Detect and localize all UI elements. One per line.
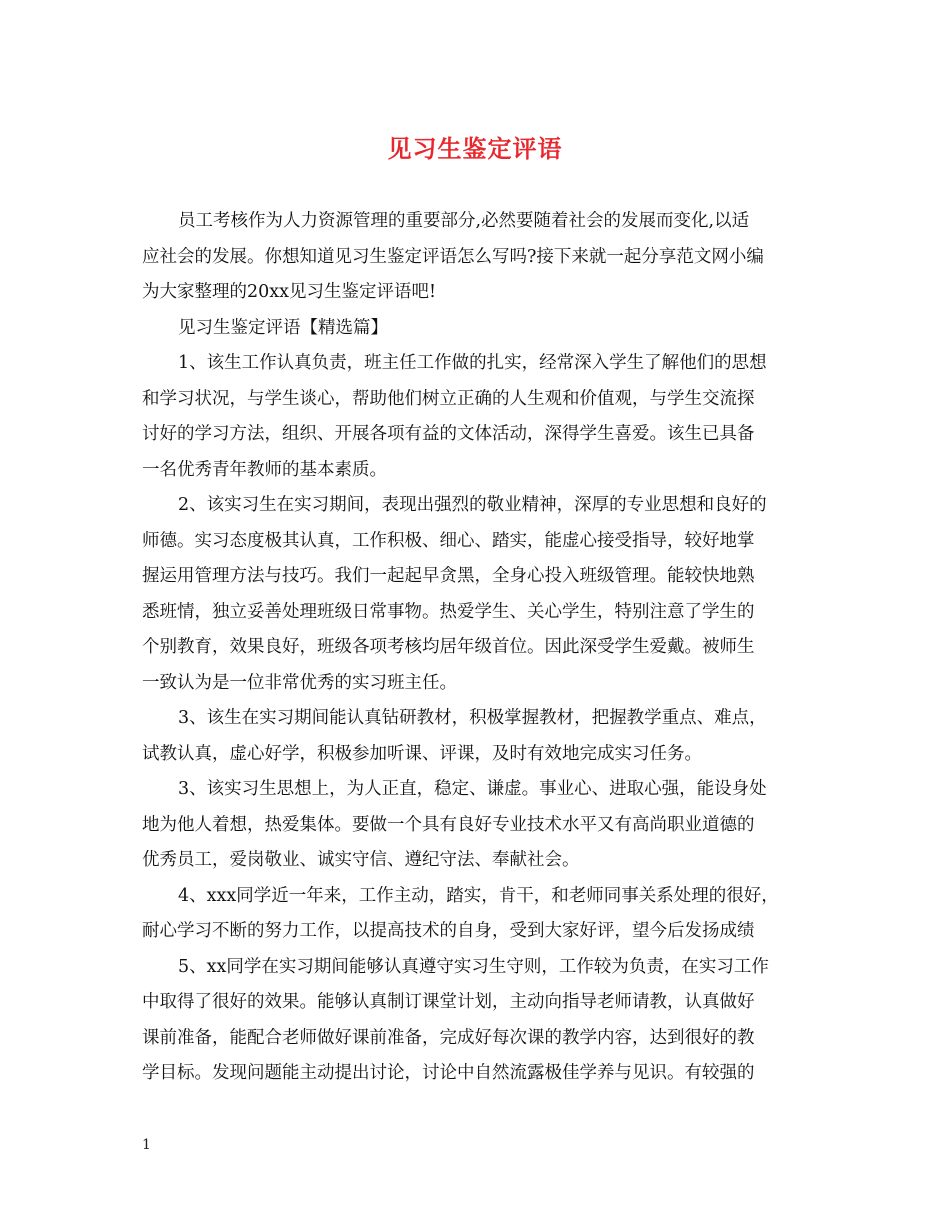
text-line: 2、该实习生在实习期间，表现出强烈的敬业精神，深厚的专业思想和良好的: [178, 495, 767, 515]
text-line: 一致认为是一位非常优秀的实习班主任。: [142, 672, 457, 693]
document-body: [142, 204, 817, 1092]
text-line: 1、该生工作认真负责，班主任工作做的扎实，经常深入学生了解他们的思想: [178, 353, 767, 373]
text-line: 学目标。发现问题能主动提出讨论，讨论中自然流露极佳学养与见识。有较强的: [142, 1063, 755, 1083]
text-line: 为大家整理的20xx见习生鉴定评语吧!: [142, 282, 437, 302]
text-line: 应社会的发展。你想知道见习生鉴定评语怎么写吗?接下来就一起分享范文网小编: [142, 246, 764, 267]
text-line: 课前准备，能配合老师做好课前准备，完成好每次课的教学内容，达到很好的教: [142, 1027, 755, 1048]
text-line: 耐心学习不断的努力工作，以提高技术的自身，受到大家好评，望今后发扬成绩: [142, 921, 755, 941]
page-number: 1: [142, 1137, 151, 1153]
text-line: 握运用管理方法与技巧。我们一起起早贪黑，全身心投入班级管理。能较快地熟: [142, 566, 755, 586]
text-line: 3、该实习生思想上，为人正直，稳定、谦虚。事业心、进取心强，能设身处: [178, 779, 767, 799]
text-line: 中取得了很好的效果。能够认真制订课堂计划，主动向指导老师请教，认真做好: [142, 992, 755, 1012]
text-line: 个别教育，效果良好，班级各项考核均居年级首位。因此深受学生爱戴。被师生: [142, 637, 755, 657]
text-line: 优秀员工，爱岗敬业、诚实守信、遵纪守法、奉献社会。: [142, 850, 580, 870]
text-line: 一名优秀青年教师的基本素质。: [142, 459, 387, 480]
text-line: 地为他人着想，热爱集体。要做一个具有良好专业技术水平又有高尚职业道德的: [142, 814, 755, 835]
text-line: 试教认真，虚心好学，积极参加听课、评课，及时有效地完成实习任务。: [142, 743, 702, 764]
text-line: 4、xxx同学近一年来，工作主动，踏实，肯干，和老师同事关系处理的很好，: [178, 885, 779, 906]
text-line: 和学习状况，与学生谈心，帮助他们树立正确的人生观和价值观，与学生交流探: [142, 388, 755, 409]
text-line: 讨好的学习方法，组织、开展各项有益的文体活动，深得学生喜爱。该生已具备: [142, 424, 755, 444]
text-line: 师德。实习态度极其认真，工作积极、细心、踏实，能虚心接受指导，较好地掌: [142, 530, 755, 551]
text-line: 员工考核作为人力资源管理的重要部分,必然要随着社会的发展而变化,以适: [178, 211, 750, 231]
text-line: 见习生鉴定评语【精选篇】: [178, 317, 388, 338]
document-title: 见习生鉴定评语: [387, 134, 563, 163]
text-line: 5、xx同学在实习期间能够认真遵守实习生守则，工作较为负责，在实习工作: [178, 956, 769, 977]
text-line: 3、该生在实习期间能认真钻研教材，积极掌握教材，把握教学重点、难点，: [178, 708, 767, 728]
text-line: 悉班情，独立妥善处理班级日常事物。热爱学生、关心学生，特别注意了学生的: [142, 601, 755, 622]
